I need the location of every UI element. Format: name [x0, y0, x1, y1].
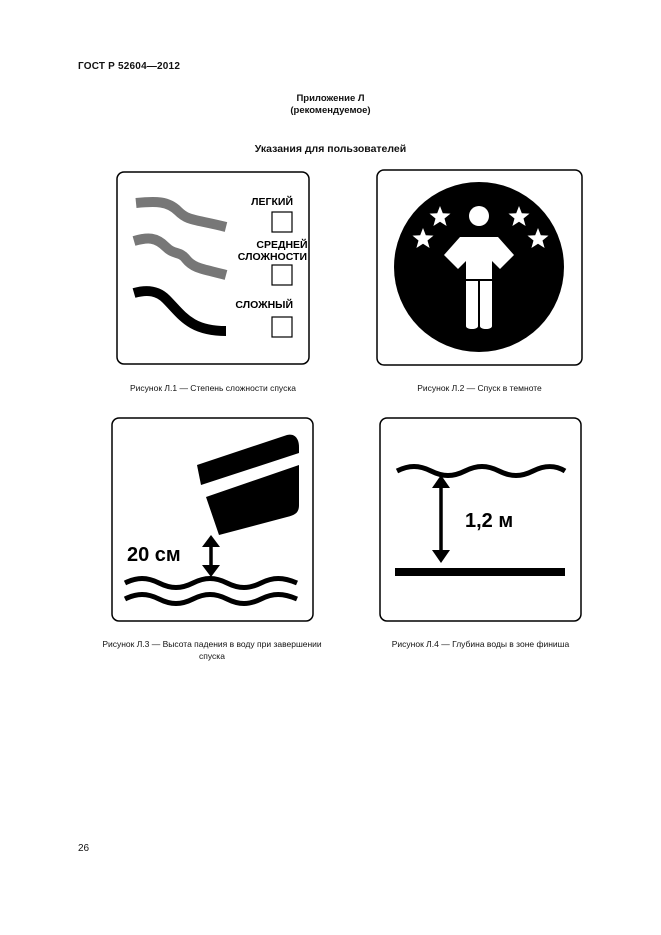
checkbox-easy [272, 212, 292, 232]
annex-title: Приложение Л [296, 93, 365, 104]
section-title: Указания для пользователей [254, 143, 407, 155]
checkbox-hard [272, 317, 292, 337]
caption-figure-1: Рисунок Л.1 — Степень сложности спуска [130, 383, 296, 393]
caption-figure-4: Рисунок Л.4 — Глубина воды в зоне финиша [391, 639, 570, 649]
standard-number: ГОСТ Р 52604—2012 [78, 61, 181, 72]
checkbox-medium [272, 265, 292, 285]
figure-drop-height [111, 417, 314, 622]
water-depth-value: 1,2 м [465, 510, 514, 532]
caption-figure-2: Рисунок Л.2 — Спуск в темноте [417, 383, 542, 393]
figure-water-depth [379, 417, 582, 622]
pool-bottom-line [395, 568, 565, 576]
label-medium-1: СРЕДНЕЙ [256, 239, 308, 251]
caption-figure-3-line-2: спуска [199, 651, 225, 661]
label-medium-2: СЛОЖНОСТИ [237, 251, 307, 263]
caption-figure-3 [76, 638, 348, 662]
figure-darkness [376, 169, 583, 366]
drop-height-value: 20 см [127, 544, 181, 566]
caption-figure-3-line-1: Рисунок Л.3 — Высота падения в воду при завершении [102, 639, 322, 649]
annex-heading [0, 93, 661, 117]
annex-type: (рекомендуемое) [290, 105, 371, 116]
page-number: 26 [78, 843, 90, 854]
label-hard: СЛОЖНЫЙ [235, 299, 293, 311]
label-easy: ЛЕГКИЙ [251, 196, 293, 208]
figure-difficulty [116, 171, 310, 365]
